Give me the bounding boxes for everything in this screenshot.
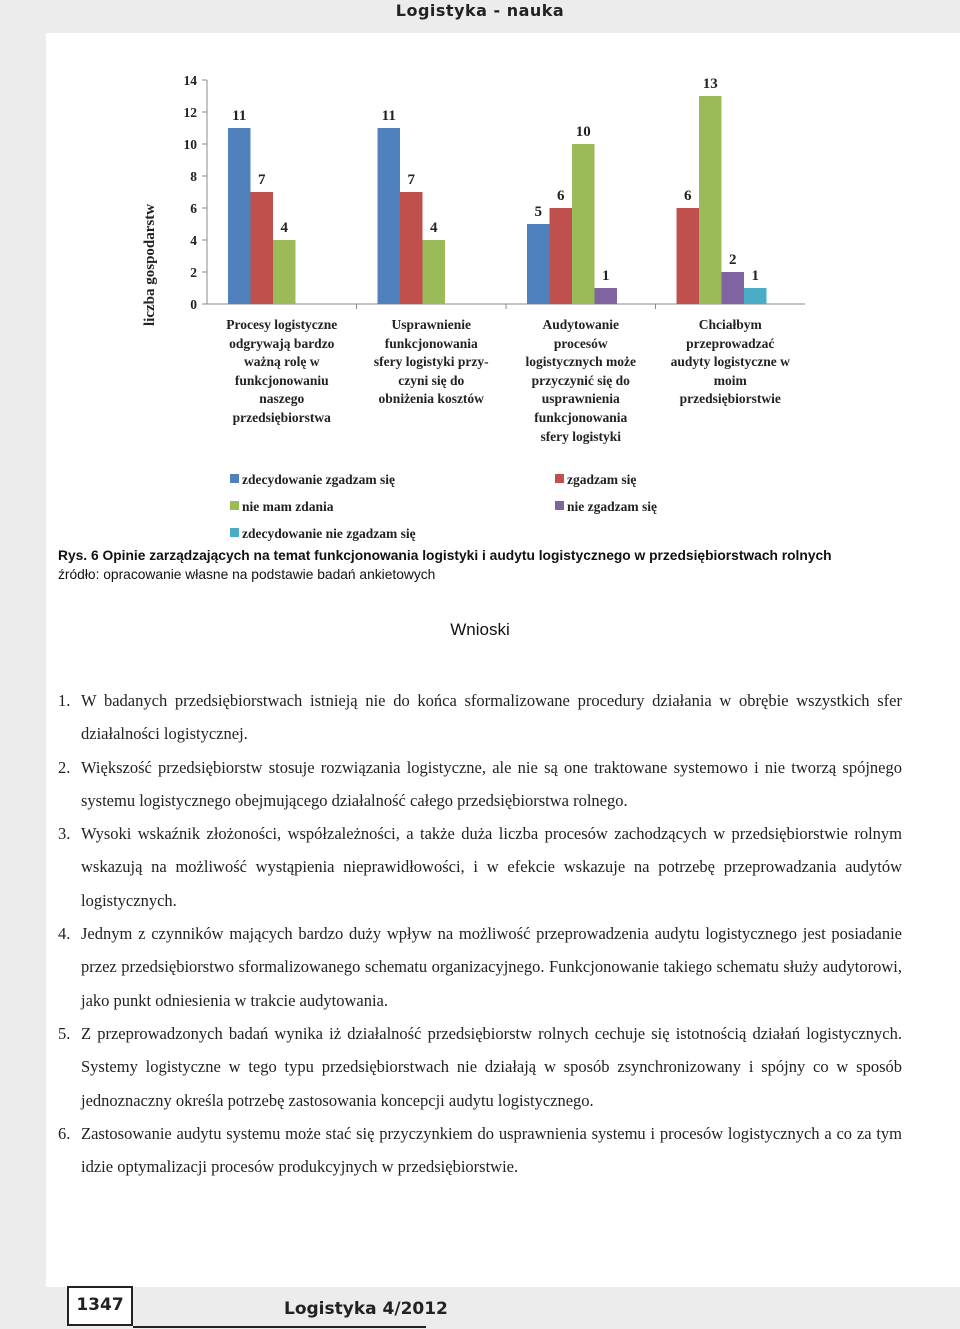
legend-label: zdecydowanie nie zgadzam się	[242, 525, 416, 541]
item-number: 2.	[58, 757, 71, 777]
list-item	[58, 817, 902, 917]
category-label	[507, 316, 655, 446]
category-label-line: procesów	[553, 335, 608, 351]
category-label-line: Audytowanie	[542, 317, 619, 332]
bar	[273, 240, 296, 304]
category-label-line: audyty logistyczne w	[670, 354, 790, 370]
data-label: 4	[430, 220, 438, 236]
y-tick-label: 2	[190, 265, 197, 280]
category-label-line: Usprawnienie	[391, 317, 471, 332]
legend-item	[555, 498, 657, 515]
item-text: Wysoki wskaźnik złożoności, współzależności, a także duża liczba procesów zachodzących w przedsiębiorstwie rolnym wskazują na możliwość wystąpienia nieprawidłowości, i w efekcie wskazuje na potrzebę przeprowadzania audytów logistycznych.	[81, 824, 902, 910]
category-label-line: naszego	[259, 391, 305, 407]
y-tick-label: 12	[183, 105, 197, 120]
bar	[423, 240, 446, 304]
category-label-line: przedsiębiorstwa	[232, 409, 331, 425]
bar-chart	[142, 66, 850, 546]
caption-label: Rys. 6	[58, 548, 99, 563]
legend-label: zgadzam się	[567, 471, 637, 487]
bar	[550, 208, 573, 304]
category-label-line: sfery logistyki	[540, 428, 622, 444]
page-number: 1347	[67, 1286, 133, 1326]
data-label: 4	[280, 220, 288, 236]
legend-swatch	[230, 528, 239, 537]
item-number: 4.	[58, 924, 71, 944]
legend-item	[555, 471, 636, 488]
category-label-line: funkcjonowania	[534, 409, 628, 425]
conclusions-list	[58, 684, 902, 1183]
legend-swatch	[230, 501, 239, 510]
data-label: 2	[729, 252, 737, 268]
data-label: 5	[534, 204, 542, 220]
data-label: 13	[702, 76, 718, 92]
figure-source: źródło: opracowanie własne na podstawie badań ankietowych	[58, 567, 436, 582]
y-tick-label: 10	[183, 137, 197, 152]
item-number: 6.	[58, 1123, 71, 1143]
list-item	[58, 684, 902, 751]
bar	[722, 272, 745, 304]
data-label: 7	[407, 172, 415, 188]
category-label-line: funkcjonowania	[384, 335, 478, 351]
list-item	[58, 1117, 902, 1184]
category-label-line: Chciałbym	[698, 317, 762, 332]
list-item	[58, 751, 902, 818]
category-label-line: przedsiębiorstwie	[679, 391, 781, 407]
category-label-line: przyczynić się do	[531, 372, 630, 388]
category-label	[208, 316, 356, 428]
category-label-line: usprawnienia	[541, 391, 620, 407]
category-label-line: obniżenia kosztów	[378, 391, 484, 407]
list-item	[58, 1017, 902, 1117]
category-label-line: funkcjonowaniu	[234, 372, 329, 388]
bar	[400, 192, 423, 304]
legend-label: zdecydowanie zgadzam się	[242, 471, 395, 487]
y-tick-label: 4	[190, 233, 197, 248]
figure-caption	[58, 548, 918, 563]
data-label: 6	[557, 188, 565, 204]
legend-swatch	[230, 474, 239, 483]
item-text: Jednym z czynników mających bardzo duży wpływ na możliwość przeprowadzenia audytu logistycznego jest posiadanie przez przedsiębiorstwo sformalizowanego schematu organizacyjnego. Funkcjonowanie takiego schematu służy audytorowi, jako punkt odniesienia w trakcie audytowania.	[81, 924, 902, 1010]
data-label: 10	[575, 124, 591, 140]
item-text: W badanych przedsiębiorstwach istnieją nie do końca sformalizowane procedury działania w obrębie wszystkich sfer działalności logistycznej.	[81, 691, 902, 744]
data-label: 1	[751, 268, 759, 284]
item-text: Zastosowanie audytu systemu może stać się przyczynkiem do usprawnienia systemu i procesów logistycznych a co za tym idzie optymalizacji procesów produkcyjnych w przedsiębiorstwie.	[81, 1123, 902, 1177]
data-label: 11	[232, 108, 247, 124]
item-text: Z przeprowadzonych badań wynika iż działalność przedsiębiorstw rolnych cechuje się istotnością działań logistycznych. Systemy logistyczne w tego typu przedsiębiorstwach nie działają w sposób zsynchronizowany i spójny co w sposób jednoznaczny określa potrzebę zastosowania koncepcji audytu logistycznego.	[81, 1023, 902, 1110]
category-label-line: odgrywają bardzo	[229, 335, 335, 351]
bar	[251, 192, 274, 304]
section-title: Wnioski	[450, 620, 510, 639]
journal-name: Logistyka 4/2012	[284, 1299, 448, 1319]
data-label: 6	[684, 188, 692, 204]
running-header: Logistyka - nauka	[395, 1, 565, 20]
data-label: 11	[381, 108, 396, 124]
data-label: 1	[602, 268, 610, 284]
bar	[378, 128, 401, 304]
category-label-line: przeprowadzać	[686, 335, 775, 351]
legend-label: nie zgadzam się	[567, 498, 657, 514]
bar	[677, 208, 700, 304]
category-label	[656, 316, 804, 409]
chart-plot	[150, 66, 850, 316]
item-number: 5.	[58, 1023, 71, 1043]
bar	[744, 288, 767, 304]
category-label	[357, 316, 505, 409]
legend-swatch	[555, 501, 564, 510]
bar	[595, 288, 618, 304]
legend-item	[230, 471, 395, 488]
y-tick-label: 8	[190, 169, 197, 184]
bar	[572, 144, 595, 304]
category-label-line: ważną rolę w	[244, 354, 320, 370]
y-axis-title: liczba gospodarstw	[142, 203, 158, 326]
y-tick-label: 6	[190, 201, 197, 216]
category-label-line: moim	[713, 372, 747, 388]
caption-text: Opinie zarządzających na temat funkcjonowania logistyki i audytu logistycznego w przedsiębiorstwach rolnych	[98, 548, 832, 563]
bar	[699, 96, 722, 304]
category-label-line: sfery logistyki przy-	[373, 354, 489, 370]
category-label-line: logistycznych może	[525, 354, 637, 370]
data-label: 7	[258, 172, 266, 188]
category-label-line: czyni się do	[398, 372, 465, 388]
legend-item	[230, 498, 334, 515]
bar	[527, 224, 550, 304]
legend-swatch	[555, 474, 564, 483]
legend-label: nie mam zdania	[242, 498, 334, 514]
item-number: 1.	[58, 691, 71, 710]
category-label-line: Procesy logistyczne	[226, 317, 338, 332]
y-tick-label: 14	[183, 73, 197, 88]
footer-rule	[133, 1326, 426, 1328]
y-tick-label: 0	[190, 297, 197, 312]
bar	[228, 128, 251, 304]
chart-legend	[230, 471, 830, 551]
legend-item	[230, 525, 416, 542]
item-number: 3.	[58, 824, 71, 844]
list-item	[58, 917, 902, 1017]
item-text: Większość przedsiębiorstw stosuje rozwiązania logistyczne, ale nie są one traktowane systemowo i nie tworzą spójnego systemu logistycznego obejmującego działalność całego przedsiębiorstwa rolnego.	[81, 757, 902, 810]
